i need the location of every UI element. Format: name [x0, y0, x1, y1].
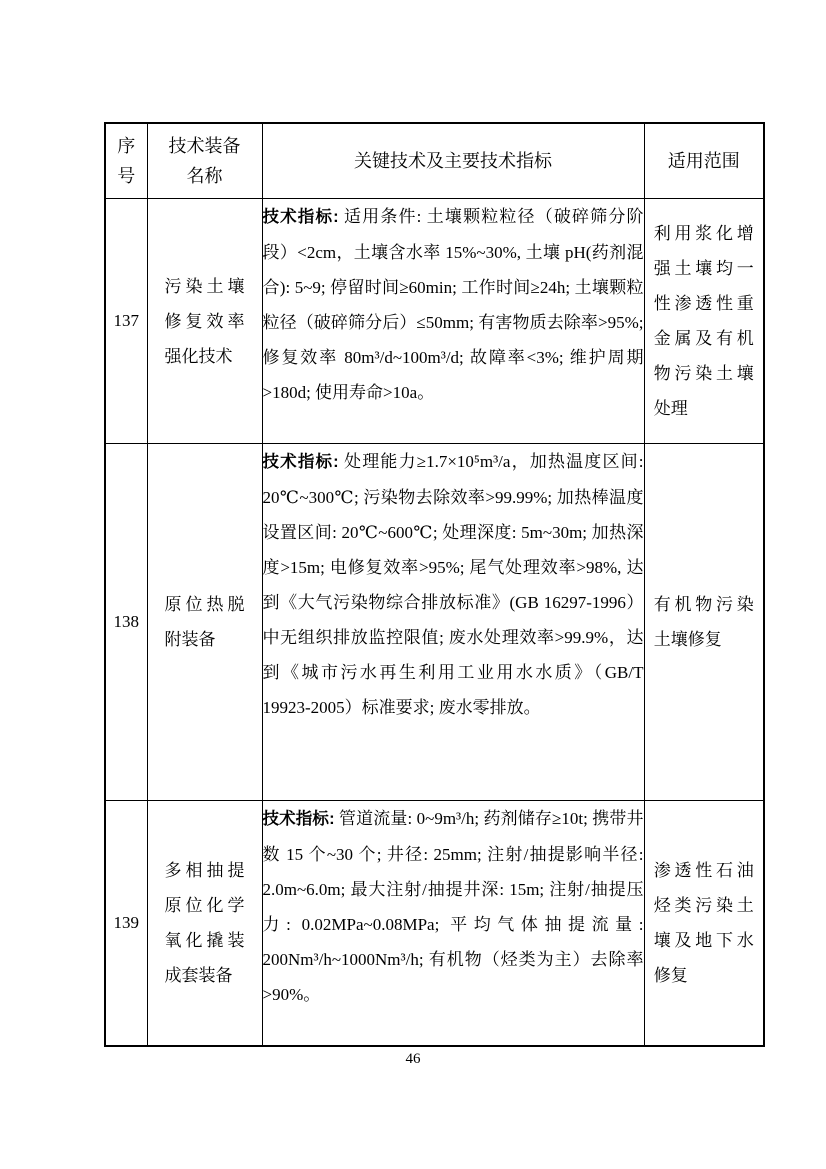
- table-row-139: [105, 801, 764, 1046]
- header-no: [105, 123, 147, 199]
- equipment-name: 多相抽提原位化学氧化撬装成套装备: [164, 860, 245, 985]
- spec-cell: [262, 444, 644, 801]
- table-header-row: [105, 123, 764, 199]
- spec-text: 处理能力≥1.7×10⁵m³/a，加热温度区间: 20℃~300℃; 污染物去除效率>99.99%; 加热棒温度设置区间: 20℃~600℃; 处理深度: 5m~30m; 加热深度>15m; 电修复效率>95%; 尾气处理效率>98%, 达到《大气污染物综合排放标准》(GB 16297-1996）中无组织排放监控限值; 废水处理效率>99.9%，达到《城市污水再生利用工业用水水质》（GB/T 19923-2005）标准要求; 废水零排放。: [262, 452, 644, 717]
- row-number: 137: [105, 199, 147, 444]
- page-number: 46: [405, 1051, 421, 1067]
- spec-label: 技术指标:: [262, 810, 335, 828]
- equipment-name-cell: [147, 444, 262, 801]
- equipment-name-cell: [147, 801, 262, 1046]
- scope-cell: [644, 801, 764, 1046]
- row-number: 139: [105, 801, 147, 1046]
- spec-cell: [262, 801, 644, 1046]
- scope-text: 渗透性石油烃类污染土壤及地下水修复: [653, 860, 754, 985]
- spec-cell: [262, 199, 644, 444]
- header-name: [147, 123, 262, 199]
- spec-label: 技术指标:: [262, 208, 339, 226]
- header-name-label: 技术装备名称: [168, 136, 241, 186]
- equipment-name: 原位热脱附装备: [164, 595, 245, 649]
- spec-label: 技术指标:: [262, 453, 339, 471]
- header-scope: [644, 123, 764, 199]
- header-spec-label: 关键技术及主要技术指标: [354, 151, 552, 171]
- scope-cell: [644, 199, 764, 444]
- spec-text: 管道流量: 0~9m³/h; 药剂储存≥10t; 携带井数 15 个~30 个; 井径: 25mm; 注射/抽提影响半径: 2.0m~6.0m; 最大注射/抽提井深: 15m; 注射/抽提压力: 0.02MPa~0.08MPa; 平均气体抽提流量: 200Nm³/h~1000Nm³/h; 有机物（烃类为主）去除率>90%。: [262, 809, 644, 1004]
- spec-text: 适用条件: 土壤颗粒粒径（破碎筛分阶段）<2cm，土壤含水率 15%~30%, 土壤 pH(药剂混合): 5~9; 停留时间≥60min; 工作时间≥24h; 土壤颗粒粒径（破碎筛分后）≤50mm; 有害物质去除率>95%; 修复效率 80m³/d~100m³/d; 故障率<3%; 维护周期>180d; 使用寿命>10a。: [262, 207, 644, 402]
- scope-text: 有机物污染土壤修复: [653, 595, 754, 649]
- table-row-138: [105, 444, 764, 801]
- row-number: 138: [105, 444, 147, 801]
- table-row-137: [105, 199, 764, 444]
- scope-cell: [644, 444, 764, 801]
- header-scope-label: 适用范围: [667, 151, 740, 171]
- equipment-name-cell: [147, 199, 262, 444]
- header-spec: [262, 123, 644, 199]
- equipment-name: 污染土壤修复效率强化技术: [164, 276, 245, 366]
- header-no-label: 序号: [117, 136, 136, 186]
- technology-table: [104, 122, 765, 1047]
- scope-text: 利用浆化增强土壤均一性渗透性重金属及有机物污染土壤处理: [653, 224, 754, 418]
